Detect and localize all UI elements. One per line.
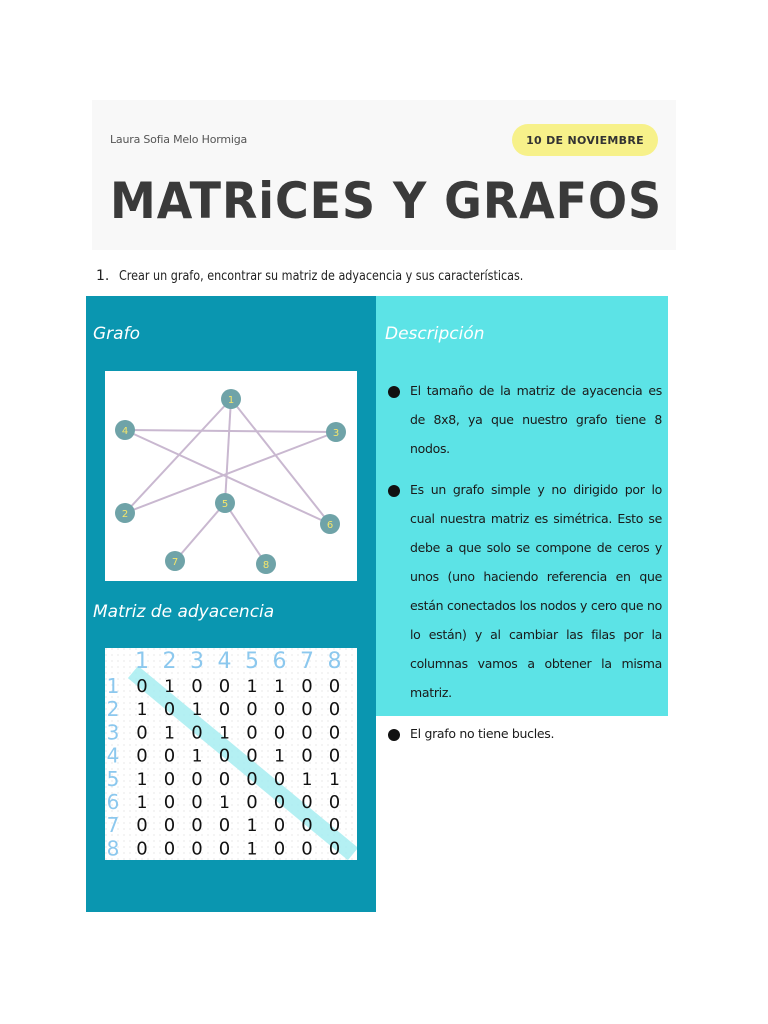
- matrix-cell: 0: [163, 815, 176, 837]
- matrix-cell: 0: [246, 745, 258, 767]
- matrix-cell: 0: [301, 722, 313, 744]
- matrix-col-header: 6: [272, 649, 287, 674]
- description-list: [386, 376, 662, 760]
- matrix-cell: 1: [136, 769, 148, 790]
- matrix-row-header: 4: [106, 743, 120, 768]
- matrix-col-header: 3: [190, 649, 204, 674]
- matrix-row-header: 3: [106, 720, 120, 745]
- matrix-cell: 0: [218, 745, 231, 767]
- description-section-title: Descripción: [385, 324, 485, 344]
- graph-edge: [125, 430, 336, 432]
- task-number: 1.: [96, 268, 110, 284]
- node-label: 7: [171, 557, 179, 568]
- matrix-cell: 0: [328, 815, 341, 837]
- description-item: [386, 475, 662, 707]
- node-label: 8: [262, 560, 270, 571]
- matrix-row-header: 2: [106, 697, 120, 722]
- graph-node: [115, 503, 135, 523]
- node-label: 2: [121, 509, 129, 520]
- matrix-cell: 1: [164, 723, 175, 744]
- node-label: 4: [121, 426, 129, 437]
- matrix-cell: 0: [273, 838, 286, 860]
- graph-section-title: Grafo: [93, 324, 140, 344]
- matrix-cell: 0: [163, 699, 176, 721]
- matrix-cell: 1: [136, 793, 148, 813]
- matrix-cell: 0: [163, 768, 176, 790]
- graph-node: [320, 514, 340, 534]
- graph-edges: [125, 399, 336, 564]
- matrix-svg: [105, 648, 357, 860]
- matrix-cell: 0: [246, 768, 258, 790]
- matrix-cell: 0: [218, 699, 231, 721]
- matrix-cell: 0: [273, 699, 286, 721]
- node-label: 5: [221, 499, 229, 510]
- matrix-row-header: 6: [106, 790, 120, 814]
- description-text: El grafo no tiene bucles.: [410, 726, 555, 741]
- matrix-row-header: 8: [106, 836, 120, 860]
- matrix-cell: 0: [246, 722, 258, 744]
- matrix-section-title: Matriz de adyacencia: [93, 602, 275, 622]
- task-statement: [96, 268, 590, 284]
- matrix-cell: 0: [136, 676, 148, 697]
- graph-edge: [175, 503, 225, 561]
- graph-node: [221, 389, 241, 409]
- author-name: Laura Sofia Melo Hormiga: [110, 133, 248, 146]
- description-text: Es un grafo simple y no dirigido por lo cual nuestra matriz es simétrica. Esto se debe a que solo se compone de ceros y unos (uno haciendo referencia en que están conectados los nodos y cero que no lo están) y al cambiar las filas por la columnas vamos a obtener la misma matriz.: [410, 482, 662, 700]
- matrix-cell: 0: [218, 838, 231, 860]
- graph-figure: [105, 371, 357, 581]
- description-text: El tamaño de la matriz de ayacencia es de 8x8, ya que nuestro grafo tiene 8 nodos.: [410, 383, 662, 456]
- matrix-cell: 0: [301, 838, 313, 860]
- matrix-cell: 0: [136, 745, 148, 767]
- matrix-cell: 0: [246, 699, 258, 721]
- matrix-cell: 1: [219, 793, 230, 813]
- graph-svg: [105, 371, 357, 581]
- matrix-cell: 0: [301, 676, 313, 697]
- matrix-cell: 0: [273, 815, 286, 837]
- matrix-cell: 0: [328, 722, 341, 744]
- matrix-cell: 1: [301, 769, 313, 790]
- graph-edge: [231, 399, 330, 524]
- graph-edge: [225, 503, 266, 564]
- matrix-cell: 0: [301, 792, 313, 813]
- matrix-row-header: 1: [106, 674, 120, 698]
- matrix-cell: 1: [329, 769, 340, 790]
- matrix-cell: 0: [191, 838, 203, 860]
- graph-node: [115, 420, 135, 440]
- matrix-cell: 0: [191, 676, 203, 697]
- date-badge: 10 DE NOVIEMBRE: [512, 124, 658, 156]
- node-label: 3: [332, 428, 340, 439]
- matrix-cell: 1: [191, 700, 203, 721]
- graph-node: [215, 493, 235, 513]
- matrix-cell: 1: [219, 723, 230, 744]
- matrix-cell: 1: [191, 746, 203, 767]
- matrix-cell: 0: [163, 745, 176, 767]
- graph-node: [165, 551, 185, 571]
- matrix-cell: 0: [273, 792, 286, 813]
- matrix-cell: 1: [274, 677, 285, 697]
- task-text: Crear un grafo, encontrar su matriz de adyacencia y sus características.: [119, 269, 524, 284]
- matrix-cell: 0: [273, 722, 286, 744]
- matrix-cell: 0: [301, 699, 313, 721]
- matrix-cell: 1: [246, 816, 258, 837]
- node-label: 6: [326, 520, 334, 531]
- matrix-cell: 0: [136, 722, 148, 744]
- bullet-icon: [388, 386, 400, 398]
- matrix-cell: 0: [328, 699, 341, 721]
- bullet-icon: [388, 729, 400, 741]
- graph-edge: [225, 399, 231, 503]
- matrix-col-header: 8: [327, 649, 342, 674]
- matrix-row-header: 5: [106, 766, 120, 791]
- node-label: 1: [227, 395, 235, 406]
- matrix-cell: 0: [301, 815, 313, 837]
- matrix-cell: 0: [191, 792, 203, 813]
- matrix-cell: 0: [191, 768, 203, 790]
- matrix-cell: 1: [246, 677, 258, 697]
- matrix-col-header: 1: [135, 649, 149, 674]
- matrix-cell: 0: [328, 792, 341, 813]
- graph-node: [326, 422, 346, 442]
- matrix-cell: 0: [273, 768, 286, 790]
- page-title: MATRiCES Y GRAFOS: [110, 172, 663, 230]
- matrix-cell: 0: [328, 745, 341, 767]
- matrix-col-header: 2: [162, 649, 177, 674]
- matrix-cell: 0: [328, 676, 341, 697]
- matrix-cell: 0: [218, 676, 231, 697]
- description-item: [386, 376, 662, 463]
- matrix-cell: 0: [163, 838, 176, 860]
- matrix-cell: 1: [136, 700, 148, 721]
- matrix-cell: 0: [301, 745, 313, 767]
- matrix-cell: 1: [164, 677, 175, 697]
- matrix-row-header: 7: [106, 813, 120, 838]
- matrix-cell: 0: [328, 838, 341, 860]
- matrix-cell: 1: [246, 839, 258, 860]
- matrix-cell: 0: [191, 722, 203, 744]
- matrix-cell: 0: [218, 768, 231, 790]
- graph-edge: [125, 399, 231, 513]
- description-item: [386, 719, 662, 748]
- matrix-col-header: 4: [217, 649, 232, 674]
- graph-node: [256, 554, 276, 574]
- matrix-col-header: 7: [300, 649, 314, 674]
- matrix-col-header: 5: [245, 649, 259, 674]
- matrix-cell: 0: [136, 815, 148, 837]
- bullet-icon: [388, 485, 400, 497]
- matrix-cell: 0: [191, 815, 203, 837]
- matrix-cell: 0: [218, 815, 231, 837]
- matrix-cell: 0: [246, 792, 258, 813]
- matrix-cell: 1: [274, 746, 285, 767]
- matrix-cell: 0: [136, 838, 148, 860]
- adjacency-matrix-figure: [105, 648, 357, 860]
- matrix-cell: 0: [163, 792, 176, 813]
